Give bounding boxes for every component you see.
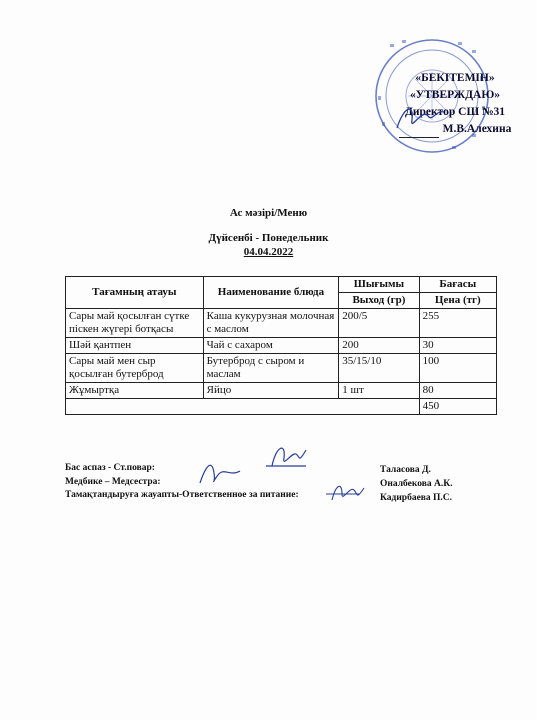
cell-kz-name: Жұмыртқа — [66, 383, 204, 399]
approval-director: Директор СШ №31 — [404, 106, 506, 118]
cell-price: 80 — [419, 383, 496, 399]
cell-ru-name: Яйцо — [203, 383, 339, 399]
day-label: Дүйсенбі - Понедельник — [208, 232, 329, 244]
cell-price: 255 — [419, 309, 496, 338]
page-title: Ас мәзірі/Меню — [229, 207, 308, 219]
approval-line-kz: «БЕКІТЕМІН» — [415, 72, 495, 84]
director-name: М.В.Алехина — [442, 123, 512, 135]
cook-name: Таласова Д. — [380, 465, 431, 475]
cook-signature-icon — [262, 440, 312, 474]
date-label: 04.04.2022 — [243, 246, 294, 258]
cell-output: 200 — [339, 338, 419, 354]
cell-output: 200/5 — [339, 309, 419, 338]
header-output-kz: Шығымы — [339, 277, 419, 293]
nurse-name: Оналбекова А.К. — [380, 479, 453, 489]
header-price-kz: Бағасы — [419, 277, 496, 293]
cell-kz-name: Сары май мен сыр қосылған бутерброд — [66, 354, 204, 383]
nurse-signature-icon — [196, 455, 246, 489]
cell-ru-name: Чай с сахаром — [203, 338, 339, 354]
cell-ru-name: Каша кукурузная молочная с маслом — [203, 309, 339, 338]
header-price-ru: Цена (тг) — [419, 293, 496, 309]
responsible-name: Кадирбаева П.С. — [380, 493, 453, 503]
table-row — [66, 354, 497, 383]
nurse-label: Медбике – Медсестра: — [65, 477, 161, 487]
cell-price: 100 — [419, 354, 496, 383]
cell-total: 450 — [419, 399, 496, 415]
cell-kz-name: Сары май қосылған сүтке піскен жүгері ботқасы — [66, 309, 204, 338]
cell-ru-name: Бутерброд с сыром и маслам — [203, 354, 339, 383]
cook-label: Бас аспаз - Ст.повар: — [65, 463, 155, 473]
approval-line-ru: «УТВЕРЖДАЮ» — [409, 89, 501, 101]
cell-price: 30 — [419, 338, 496, 354]
table-header-row — [66, 277, 497, 293]
table-row — [66, 383, 497, 399]
table-total-row — [66, 399, 497, 415]
responsible-label: Тамақтандыруға жауапты-Ответственное за питание: — [65, 490, 299, 500]
cell-kz-name: Шәй қантпен — [66, 338, 204, 354]
table-row — [66, 309, 497, 338]
responsible-signature-icon — [322, 478, 368, 506]
cell-output: 1 шт — [339, 383, 419, 399]
header-kz-name: Тағамның атауы — [66, 277, 204, 309]
table-row — [66, 338, 497, 354]
cell-output: 35/15/10 — [339, 354, 419, 383]
director-signature-icon — [392, 98, 452, 138]
header-output-ru: Выход (гр) — [339, 293, 419, 309]
total-label-cell — [66, 399, 420, 415]
header-ru-name: Наименование блюда — [203, 277, 339, 309]
menu-table — [65, 276, 497, 415]
